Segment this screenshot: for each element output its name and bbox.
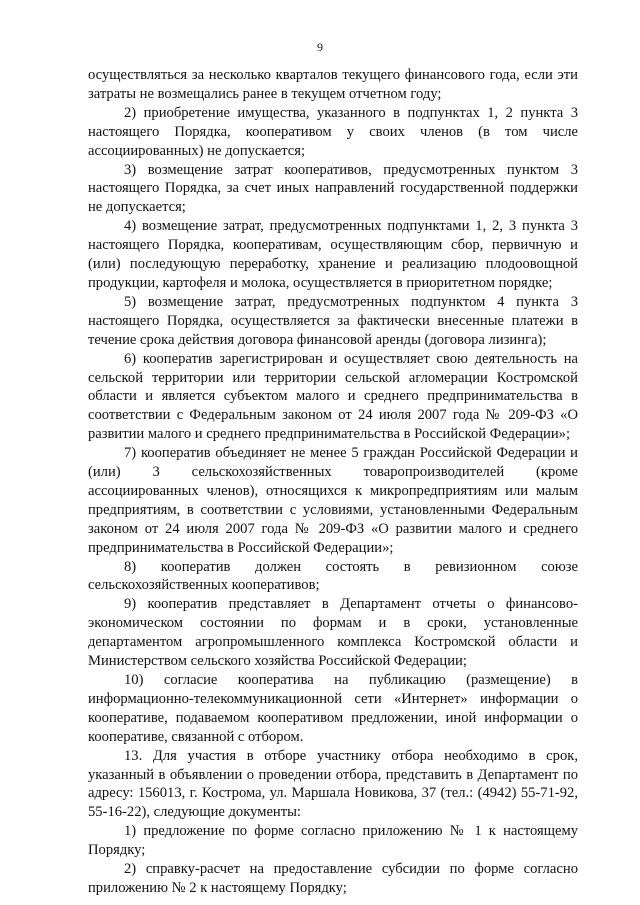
paragraph-item-3: 3) возмещение затрат кооперативов, предусмотренных пунктом 3 настоящего Порядка, за счет иных направлений государственной поддержки не допускается; xyxy=(88,161,578,216)
page-number: 9 xyxy=(317,40,323,54)
paragraph-item-8: 8) кооператив должен состоять в ревизионном союзе сельскохозяйственных кооперативов; xyxy=(88,558,578,594)
paragraph-item-4: 4) возмещение затрат, предусмотренных подпунктами 1, 2, 3 пункта 3 настоящего Порядка, кооперативам, осуществляющим сбор, первичную и (или) последующую переработку, хранение и реализацию плодоовощной продукции, картофеля и молока, осуществляется в приоритетном порядке; xyxy=(88,218,578,291)
paragraph-item-2: 2) приобретение имущества, указанного в подпунктах 1, 2 пункта 3 настоящего Порядка, кооперативом у своих членов (в том числе ассоциированных) не допускается; xyxy=(88,104,578,159)
paragraph-item-7: 7) кооператив объединяет не менее 5 граждан Российской Федерации и (или) 3 сельскохозяйственных товаропроизводителей (кроме ассоциированных членов), относящихся к микропредприятиям или малым предприятиям, в соответствии с условиями, установленными Федеральным законом от 24 июля 2007 года № 209-ФЗ «О развитии малого и среднего предпринимательства в Российской Федерации»; xyxy=(88,445,578,556)
paragraph-item-10: 10) согласие кооператива на публикацию (размещение) в информационно-телекоммуникационной сети «Интернет» информации о кооперативе, подаваемом кооперативом предложении, иной информации о кооперативе, связанной с отбором. xyxy=(88,672,578,745)
paragraph-item-6: 6) кооператив зарегистрирован и осуществляет свою деятельность на сельской территории или территории сельской агломерации Костромской области и является субъектом малого и среднего предпринимательства в соответствии с Федеральным законом от 24 июля 2007 года № 209-ФЗ «О развитии малого и среднего предпринимательства в Российской Федерации»; xyxy=(88,350,578,443)
paragraph-section-13: 13. Для участия в отборе участнику отбора необходимо в срок, указанный в объявлении о проведении отбора, представить в Департамент по адресу: 156013, г. Кострома, ул. Маршала Новикова, 37 (тел.: (4942) 55-71-92, 55-16-22), следующие документы: xyxy=(88,747,578,821)
paragraph-item-9: 9) кооператив представляет в Департамент отчеты о финансово-экономическом состоянии по формам и в сроки, установленные департаментом агропромышленного комплекса Костромской области и Министерством сельского хозяйства Российской Федерации; xyxy=(88,596,578,670)
paragraph-document-1: 1) предложение по форме согласно приложению № 1 к настоящему Порядку; xyxy=(88,823,578,859)
document-body xyxy=(88,66,578,898)
paragraph-continuation: осуществляться за несколько кварталов текущего финансового года, если эти затраты не возмещались ранее в текущем отчетном году; xyxy=(88,67,578,102)
paragraph-item-5: 5) возмещение затрат, предусмотренных подпунктом 4 пункта 3 настоящего Порядка, осуществляется за фактически внесенные платежи в течение срока действия договора финансовой аренды (договора лизинга); xyxy=(88,293,578,348)
paragraph-document-2: 2) справку-расчет на предоставление субсидии по форме согласно приложению № 2 к настоящему Порядку; xyxy=(88,861,578,896)
